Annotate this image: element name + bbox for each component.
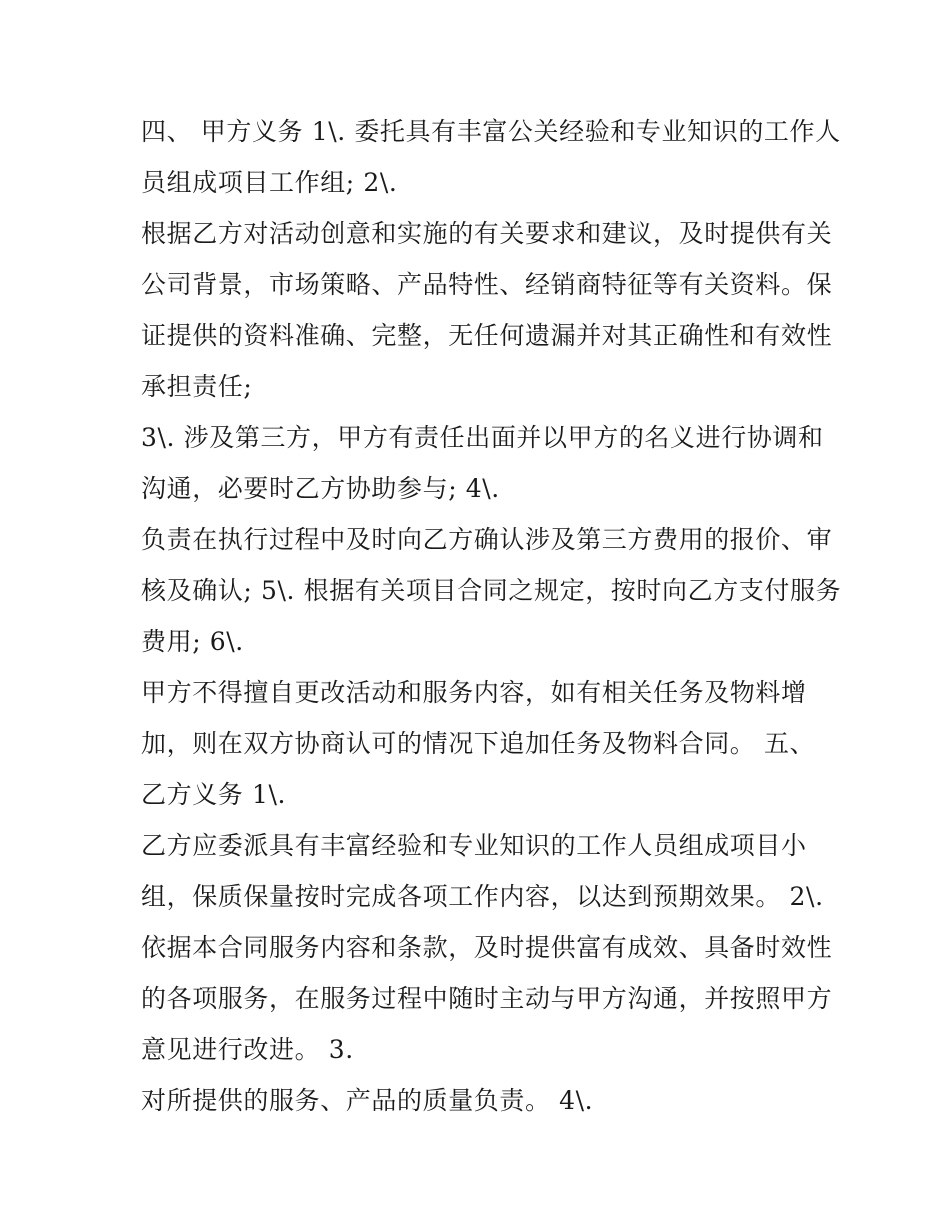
text-line: 组，保质保量按时完成各项工作内容，以达到预期效果。 2\. — [141, 882, 824, 911]
text-line: 根据乙方对活动创意和实施的有关要求和建议，及时提供有关 — [141, 219, 833, 248]
text-line: 承担责任; — [141, 372, 253, 401]
text-line: 沟通，必要时乙方协助参与; 4\. — [141, 474, 500, 503]
text-line: 意见进行改进。 3. — [141, 1035, 354, 1064]
text-line: 负责在执行过程中及时向乙方确认涉及第三方费用的报价、审 — [141, 525, 833, 554]
text-line: 依据本合同服务内容和条款，及时提供富有成效、具备时效性 — [141, 933, 833, 962]
text-line: 证提供的资料准确、完整，无任何遗漏并对其正确性和有效性 — [141, 321, 833, 350]
text-line: 公司背景，市场策略、产品特性、经销商特征等有关资料。保 — [141, 270, 833, 299]
text-line: 乙方应委派具有丰富经验和专业知识的工作人员组成项目小 — [141, 831, 807, 860]
text-line: 乙方义务 1\. — [141, 780, 287, 809]
text-line: 对所提供的服务、产品的质量负责。 4\. — [141, 1086, 594, 1115]
text-line: 甲方不得擅自更改活动和服务内容，如有相关任务及物料增 — [141, 678, 807, 707]
text-line: 3\. 涉及第三方，甲方有责任出面并以甲方的名义进行协调和 — [141, 423, 824, 452]
text-line: 加，则在双方协商认可的情况下追加任务及物料合同。 五、 — [141, 729, 816, 758]
text-line: 的各项服务，在服务过程中随时主动与甲方沟通，并按照甲方 — [141, 984, 833, 1013]
text-line: 费用; 6\. — [141, 627, 244, 656]
text-line: 核及确认; 5\. 根据有关项目合同之规定，按时向乙方支付服务 — [141, 576, 842, 605]
text-line: 员组成项目工作组; 2\. — [141, 168, 398, 197]
text-line: 四、 甲方义务 1\. 委托具有丰富公关经验和专业知识的工作人 — [141, 117, 841, 146]
document-body — [141, 106, 842, 1126]
